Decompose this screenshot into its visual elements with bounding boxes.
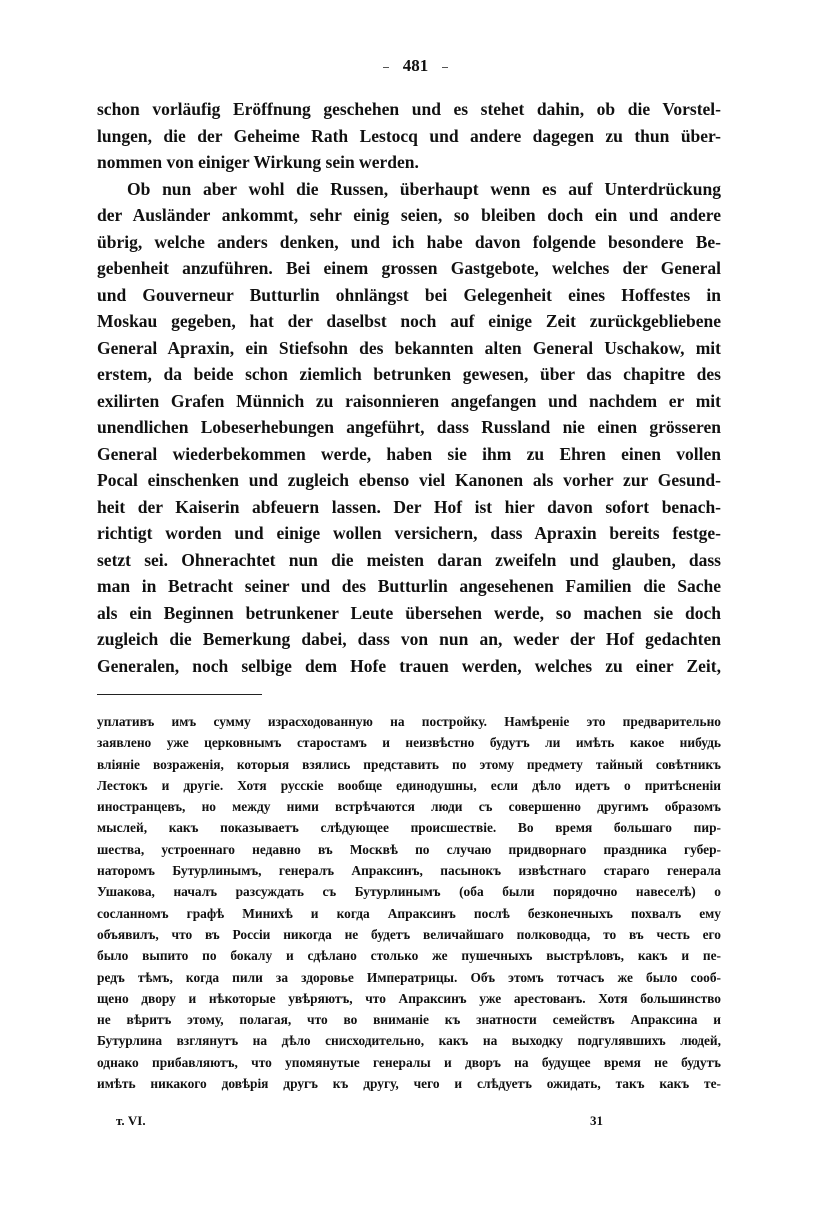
text-line: der Ausländer ankommt, sehr einig seien, so bleiben doch ein und andere (97, 205, 721, 225)
text-line: zugleich die Bemerkung dabei, dass von nun an, weder der Hof gedachten (97, 629, 721, 649)
text-line: Ушакова, началъ разсуждать съ Бутурлинымъ (оба были порядочно навеселѣ) о (97, 884, 721, 900)
text-line: Ob nun aber wohl die Russen, überhaupt wenn es auf Unterdrückung (127, 178, 721, 199)
text-line: Generalen, noch selbige dem Hofe trauen werden, welches zu einer Zeit, (97, 655, 721, 676)
text-line: редъ тѣмъ, когда пили за здоровье Императрицы. Объ этомъ тотчасъ же было сооб- (97, 969, 721, 985)
page-header (0, 56, 831, 76)
text-line: unendlichen Lobeserhebungen angeführt, dass Russland nie einen grösseren (97, 417, 721, 437)
text-line: было выпито по бокалу и сдѣлано столько же пушечныхъ выстрѣловъ, какъ и пе- (97, 948, 721, 964)
page-number: 481 (402, 56, 429, 75)
text-line: вліяніе возраженія, которыя взялись представить по этому предмету тайный совѣтникъ (97, 756, 721, 772)
text-line: наторомъ Бутурлинымъ, генералъ Апраксинъ, пасынокъ извѣстнаго стараго генерала (97, 863, 721, 879)
footnote-text (97, 711, 721, 1094)
signature-sheet: 31 (590, 1113, 603, 1128)
text-line: объявилъ, что въ Россіи никогда не будетъ величайшаго полководца, то въ честь его (97, 926, 721, 942)
text-line: und Gouverneur Butturlin ohnlängst bei Gelegenheit eines Hoffestes in (97, 284, 721, 305)
text-line: Moskau gegeben, hat der daselbst noch auf einige Zeit zurückgebliebene (97, 311, 721, 331)
text-line: übrig, welche anders denken, und ich habe davon folgende besondere Be- (97, 231, 721, 252)
text-line: однако прибавляютъ, что упомянутые генералы и дворъ на будущее время не будутъ (97, 1054, 721, 1070)
text-line: als ein Beginnen betrunkener Leute übersehen werde, so machen sie doch (97, 602, 721, 623)
text-line: шества, устроеннаго недавно въ Москвѣ по случаю придворнаго праздника губер- (97, 841, 721, 857)
text-line: Бутурлина взглянутъ на дѣло снисходительно, какъ на выходку подгулявшихъ людей, (97, 1033, 721, 1049)
text-line: сосланномъ графѣ Минихѣ и когда Апраксинъ послѣ безконечныхъ похвалъ ему (97, 905, 721, 921)
text-line: уплативъ имъ сумму израсходованную на постройку. Намѣреніе это предварительно (97, 714, 721, 729)
text-line: gebenheit anzuführen. Bei einem grossen Gastgebote, welches der General (97, 258, 721, 278)
text-line: щено двору и нѣкоторые увѣряютъ, что Апраксинъ уже арестованъ. Хотя большинство (97, 990, 721, 1006)
text-line: lungen, die der Geheime Rath Lestocq und andere dagegen zu thun über- (97, 125, 721, 146)
header-dash (383, 67, 389, 68)
text-line: заявлено уже церковнымъ старостамъ и неизвѣстно будутъ ли имѣть какое нибудь (97, 735, 721, 751)
main-text (97, 96, 721, 679)
header-dash (442, 67, 448, 68)
text-line: setzt sei. Ohnerachtet nun die meisten daran zweifeln und glauben, dass (97, 549, 721, 570)
text-line: heit der Kaiserin abfeuern lassen. Der Hof ist hier davon sofort benach- (97, 496, 721, 517)
text-line: nommen von einiger Wirkung sein werden. (97, 152, 419, 172)
text-line: не вѣритъ этому, полагая, что во вниманіе къ знатности семействъ Апраксина и (97, 1012, 721, 1028)
text-line: Лестокъ и другіе. Хотя русскіе вообще единодушны, если дѣло идетъ о притѣсненіи (97, 777, 721, 793)
text-line: General Apraxin, ein Stiefsohn des bekannten alten General Uschakow, mit (97, 337, 721, 358)
text-line: schon vorläufig Eröffnung geschehen und es stehet dahin, ob die Vorstel- (97, 99, 721, 119)
text-line: Pocal einschenken und zugleich ebenso viel Kanonen als vorher zur Gesund- (97, 470, 721, 490)
text-line: richtigt worden und einige wollen versichern, dass Apraxin bereits festge- (97, 523, 721, 543)
text-line: man in Betracht seiner und des Butturlin angesehenen Familien die Sache (97, 576, 721, 596)
text-line: иностранцевъ, но между ними встрѣчаются люди съ совершенно другимъ образомъ (97, 799, 721, 815)
text-line: имѣть никакого довѣрія другъ къ другу, чего и слѣдуетъ ожидать, такъ какъ те- (97, 1076, 721, 1092)
signature-volume: т. VI. (116, 1113, 146, 1128)
text-line: мыслей, какъ показываетъ слѣдующее происшествіе. Во время большаго пир- (97, 820, 721, 836)
text-line: erstem, da beide schon ziemlich betrunken gewesen, über das chapitre des (97, 364, 721, 384)
footnote-rule (97, 694, 262, 695)
text-line: General wiederbekommen werde, haben sie ihm zu Ehren einen vollen (97, 443, 721, 464)
text-line: exilirten Grafen Münnich zu raisonnieren angefangen und nachdem er mit (97, 390, 721, 411)
